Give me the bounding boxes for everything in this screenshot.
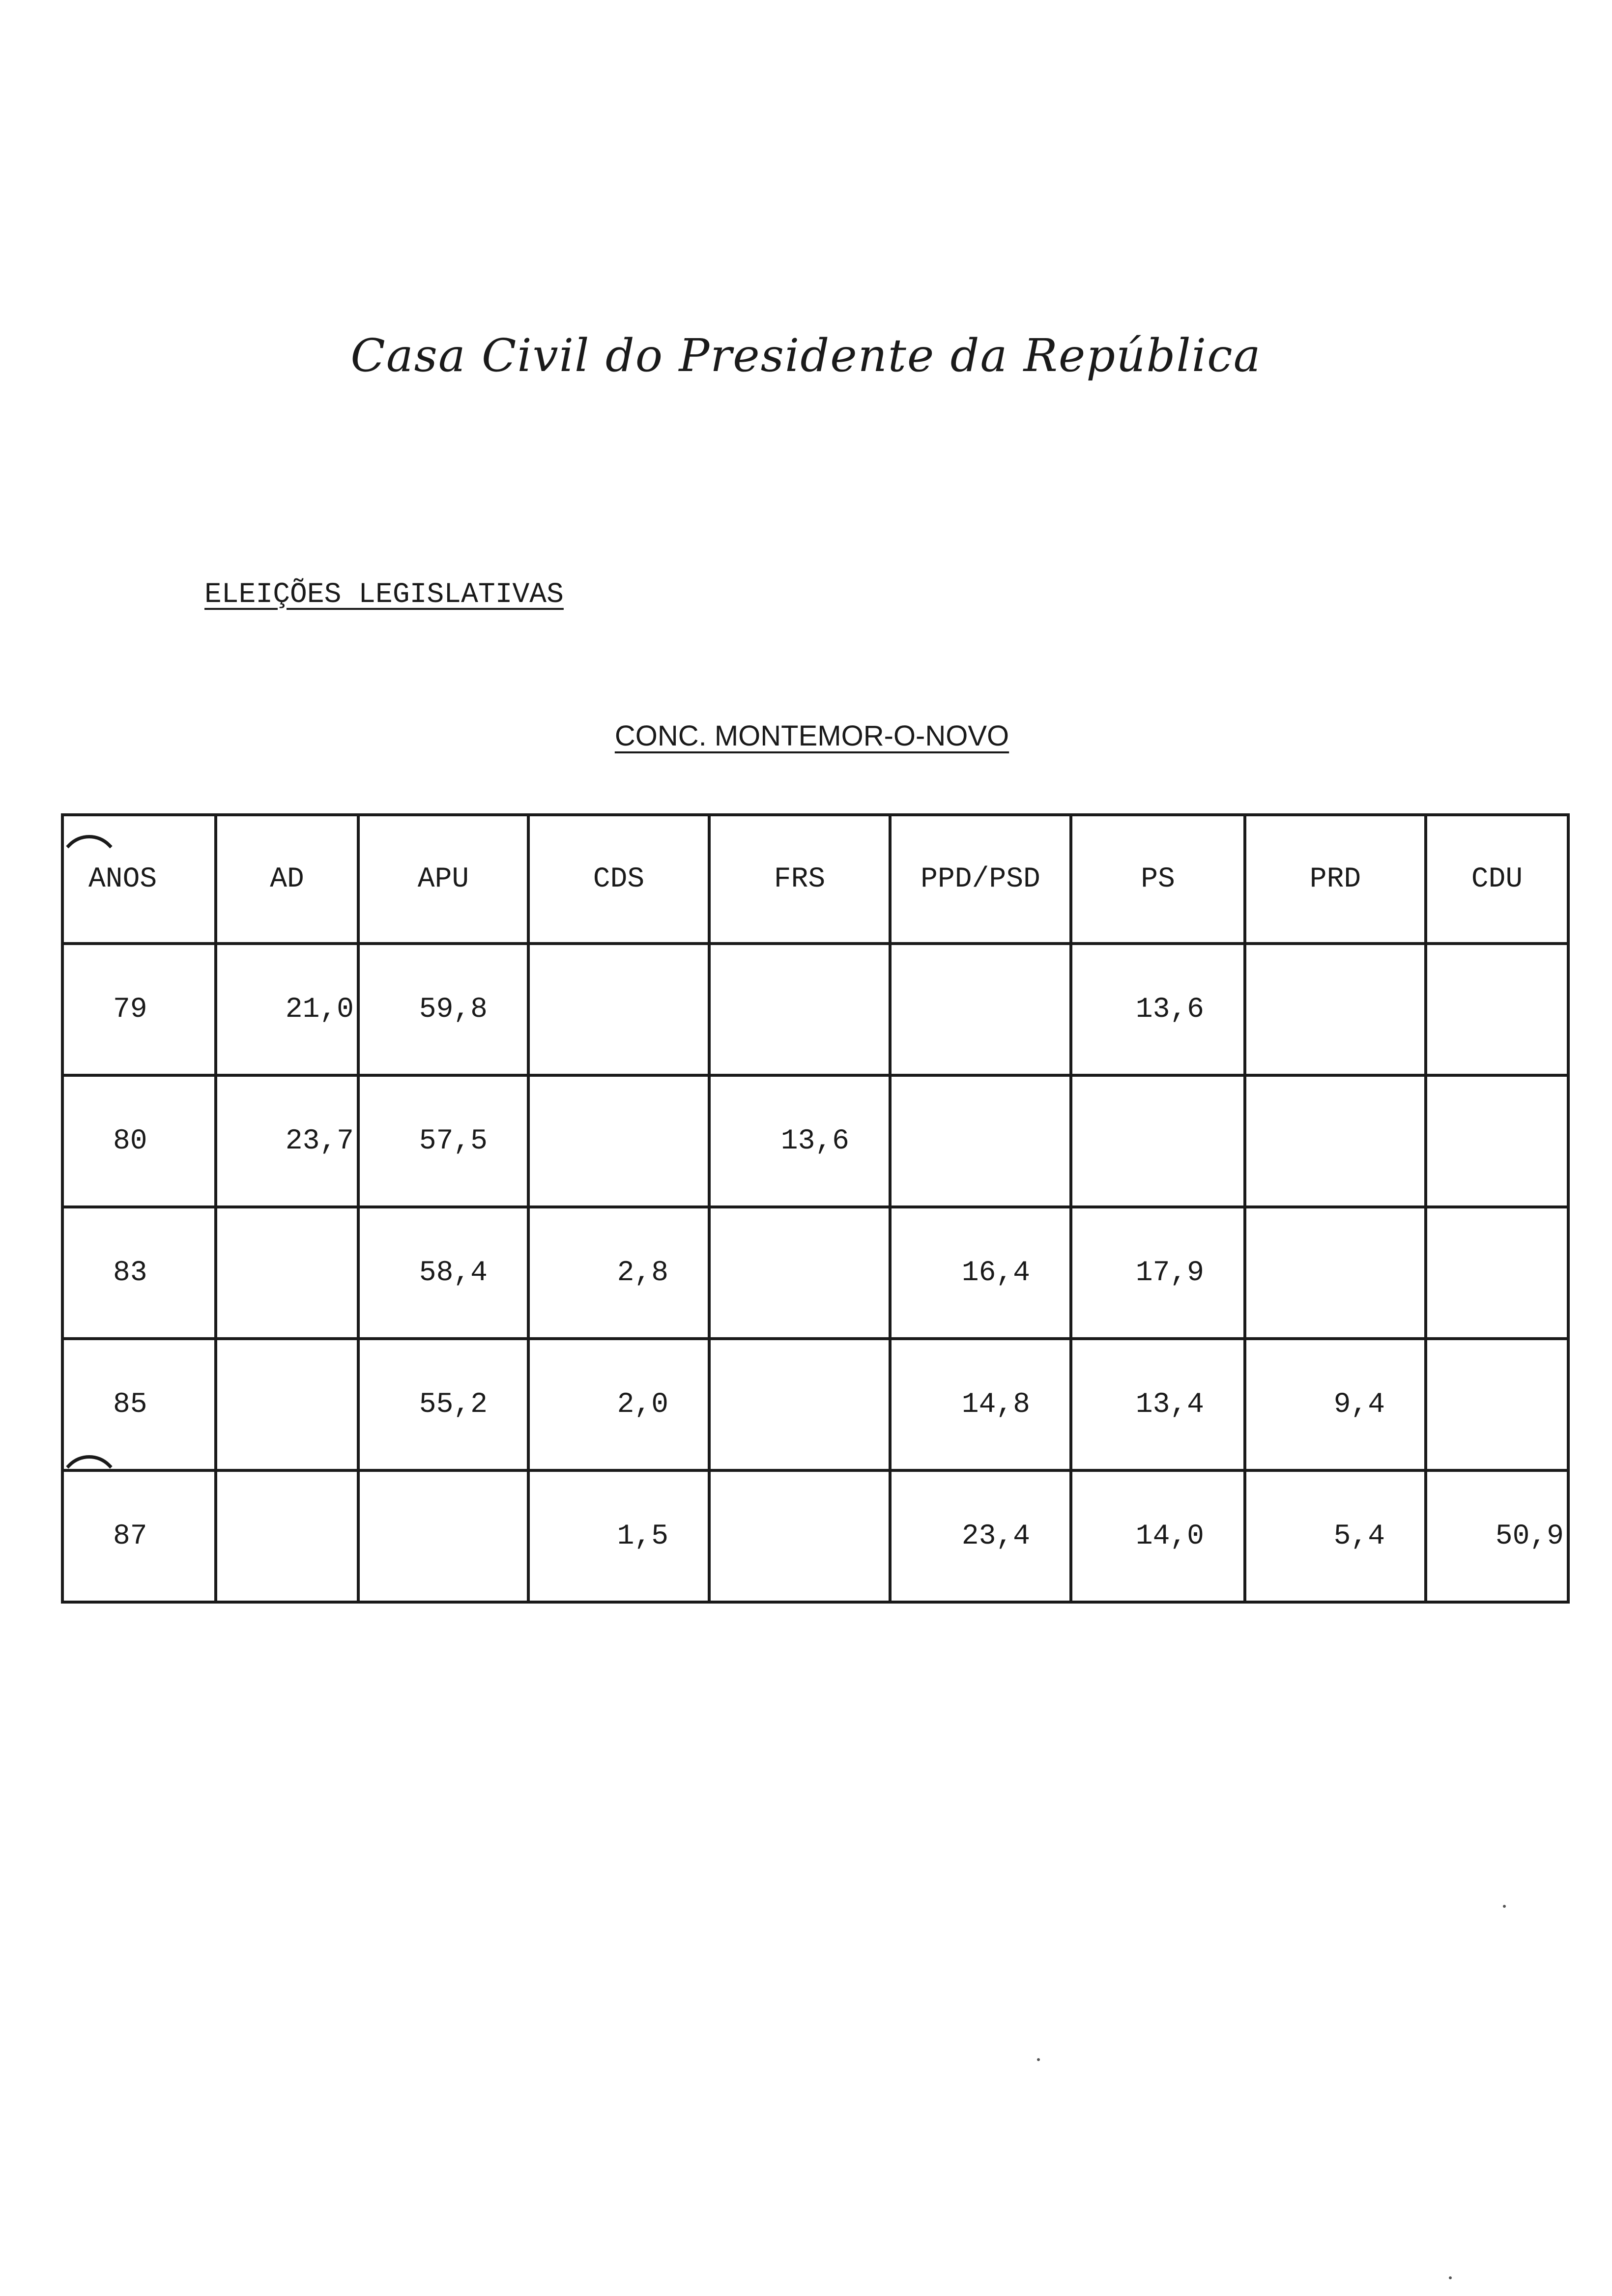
table-cell — [216, 1470, 358, 1602]
paper-speck — [1503, 1905, 1506, 1908]
table-cell: 9,4 — [1245, 1339, 1426, 1470]
document-title: ELEIÇÕES LEGISLATIVAS — [204, 579, 564, 611]
paper-speck — [1449, 2276, 1452, 2279]
table-cell — [709, 944, 890, 1075]
table-cell: 21,0 — [216, 944, 358, 1075]
table-cell: 23,4 — [890, 1470, 1071, 1602]
election-results-table — [61, 813, 1570, 1604]
table-cell — [890, 944, 1071, 1075]
column-header-ps: PS — [1071, 815, 1245, 944]
table-row — [62, 1207, 1568, 1339]
table-cell-year: 87 — [62, 1470, 216, 1602]
table-cell: 13,4 — [1071, 1339, 1245, 1470]
paper-speck — [1037, 2058, 1040, 2061]
column-header-prd: PRD — [1245, 815, 1426, 944]
table-cell — [1245, 1207, 1426, 1339]
column-header-ad: AD — [216, 815, 358, 944]
table-cell-year: 80 — [62, 1075, 216, 1207]
table-cell — [1245, 944, 1426, 1075]
column-header-cdu: CDU — [1426, 815, 1568, 944]
table-cell — [1426, 1207, 1568, 1339]
table-cell: 14,8 — [890, 1339, 1071, 1470]
table-cell — [358, 1470, 528, 1602]
table-title: CONC. MONTEMOR-O-NOVO — [614, 720, 1009, 752]
table-cell: 59,8 — [358, 944, 528, 1075]
table-cell-year: 79 — [62, 944, 216, 1075]
table-cell: 2,8 — [528, 1207, 709, 1339]
table-cell — [1245, 1075, 1426, 1207]
table-cell: 1,5 — [528, 1470, 709, 1602]
table-cell: 5,4 — [1245, 1470, 1426, 1602]
table-cell — [528, 944, 709, 1075]
table-cell — [709, 1339, 890, 1470]
table-cell: 17,9 — [1071, 1207, 1245, 1339]
table-cell — [890, 1075, 1071, 1207]
table-cell-year: 83 — [62, 1207, 216, 1339]
table-cell — [528, 1075, 709, 1207]
column-header-anos: ANOS — [62, 815, 216, 944]
table-cell — [1426, 944, 1568, 1075]
table-cell — [1426, 1339, 1568, 1470]
table-row — [62, 944, 1568, 1075]
column-header-frs: FRS — [709, 815, 890, 944]
table-cell: 13,6 — [709, 1075, 890, 1207]
table-cell — [709, 1207, 890, 1339]
table-cell: 57,5 — [358, 1075, 528, 1207]
table-cell: 14,0 — [1071, 1470, 1245, 1602]
table-row — [62, 1470, 1568, 1602]
table-cell — [1071, 1075, 1245, 1207]
table-row — [62, 1075, 1568, 1207]
table-cell: 50,9 — [1426, 1470, 1568, 1602]
letterhead: Casa Civil do Presidente da República — [350, 329, 1262, 382]
table-cell: 58,4 — [358, 1207, 528, 1339]
table-cell: 23,7 — [216, 1075, 358, 1207]
header-row — [62, 815, 1568, 944]
table-cell — [709, 1470, 890, 1602]
table-cell: 2,0 — [528, 1339, 709, 1470]
column-header-apu: APU — [358, 815, 528, 944]
table-cell-year: 85 — [62, 1339, 216, 1470]
table-cell — [216, 1339, 358, 1470]
table-cell: 55,2 — [358, 1339, 528, 1470]
table-cell — [1426, 1075, 1568, 1207]
table-cell — [216, 1207, 358, 1339]
table-row — [62, 1339, 1568, 1470]
column-header-cds: CDS — [528, 815, 709, 944]
table-cell: 13,6 — [1071, 944, 1245, 1075]
table-cell: 16,4 — [890, 1207, 1071, 1339]
column-header-ppd-psd: PPD/PSD — [890, 815, 1071, 944]
